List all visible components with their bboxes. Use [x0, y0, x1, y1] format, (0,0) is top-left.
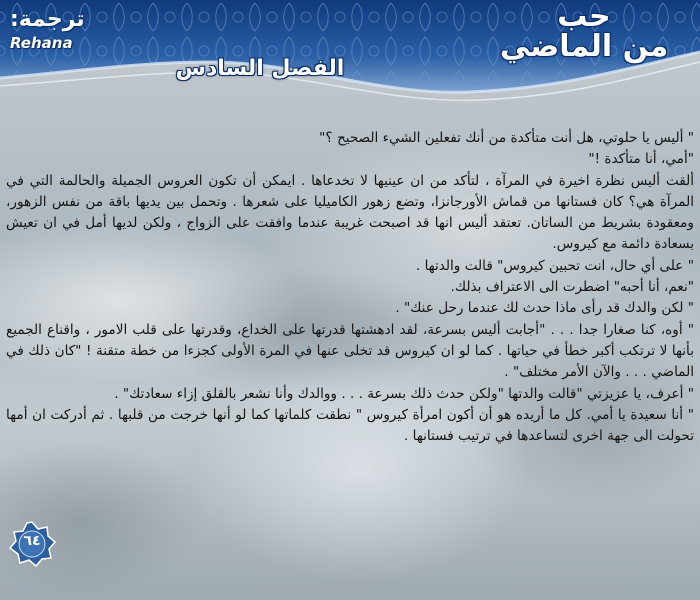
paragraph: " أليس يا حلوتي، هل أنت متأكدة من أنك تفعلين الشيء الصحيح ؟" [319, 130, 694, 146]
page-number-badge [8, 520, 56, 568]
chapter-title: الفصل السادس [175, 56, 345, 81]
paragraph: " لكن والدك قد رأى ماذا حدث لك عندما رحل عنك" . [395, 300, 694, 317]
paragraph: " على أي حال، انت تحبين كيروس" قالت والدتها . [415, 257, 694, 274]
chapter-text [6, 128, 694, 447]
page-header [0, 0, 700, 110]
paragraph: " أنا سعيدة يا أمي. كل ما أريده هو أن أكون امرأة كيروس " نطقت كلماتها كما لو أنها خرجت من قلبها . ثم أدركت ان أمها تحولت الى جهة اخرى لتساعدها في ترتيب فستانها . [6, 406, 694, 445]
paragraph: "نعم، أنا أحبه" اضطرت الى الاعتراف بذلك. [450, 279, 694, 296]
paragraph: ألقت أليس نظرة اخيرة في المرآة ، لتأكد من ان عينيها لا تخدعاها . ايمكن أن تكون العروس الجميلة والحالمة التي في المرآة هي؟ كان فستانها من قماش الأورجانزا، وتضع زهور الكاميليا على شعرها . وتحمل بين يديها باقة من نفس الزهور، ومعقودة بشريط من الساتان. تعتقد أليس انها قد اصبحت غريبة عندما وافقت على الزواج ، ولكن لديها أمل في ان تعيش بسعادة دائمة مع كيروس. [6, 172, 694, 253]
translator-label: ترجمة: [10, 7, 85, 32]
paragraph: " أوه، كنا صغارا جدا . . . "أجابت أليس بسرعة، لقد ادهشتها قدرتها على الخداع، وقدرتها على قلب الامور ، واقناع الجميع بأنها لا ترتكب أكبر خطأ في حياتها . كما لو ان كيروس قد تخلى عنها في المرة الأولى كجزءا من خطة متقنة ! "كان ذلك في الماضي . . . والآن الأمر مختلف" . [6, 321, 694, 381]
page-number: ٦٤ [23, 533, 41, 549]
series-title-line-2: من الماضي [499, 29, 669, 64]
translator-name: Rehana [10, 34, 73, 52]
paragraph: " أعرف، يا عزيزتي "قالت والدتها "ولكن حدث ذلك بسرعة . . . ووالدك وأنا نشعر بالقلق إزاء سعادتك" . [114, 385, 694, 402]
series-title-line-1: حب [557, 0, 611, 34]
translator-credit [10, 8, 120, 52]
paragraph: "أمي، أنا متأكدة !" [588, 151, 694, 168]
series-title [484, 2, 684, 62]
